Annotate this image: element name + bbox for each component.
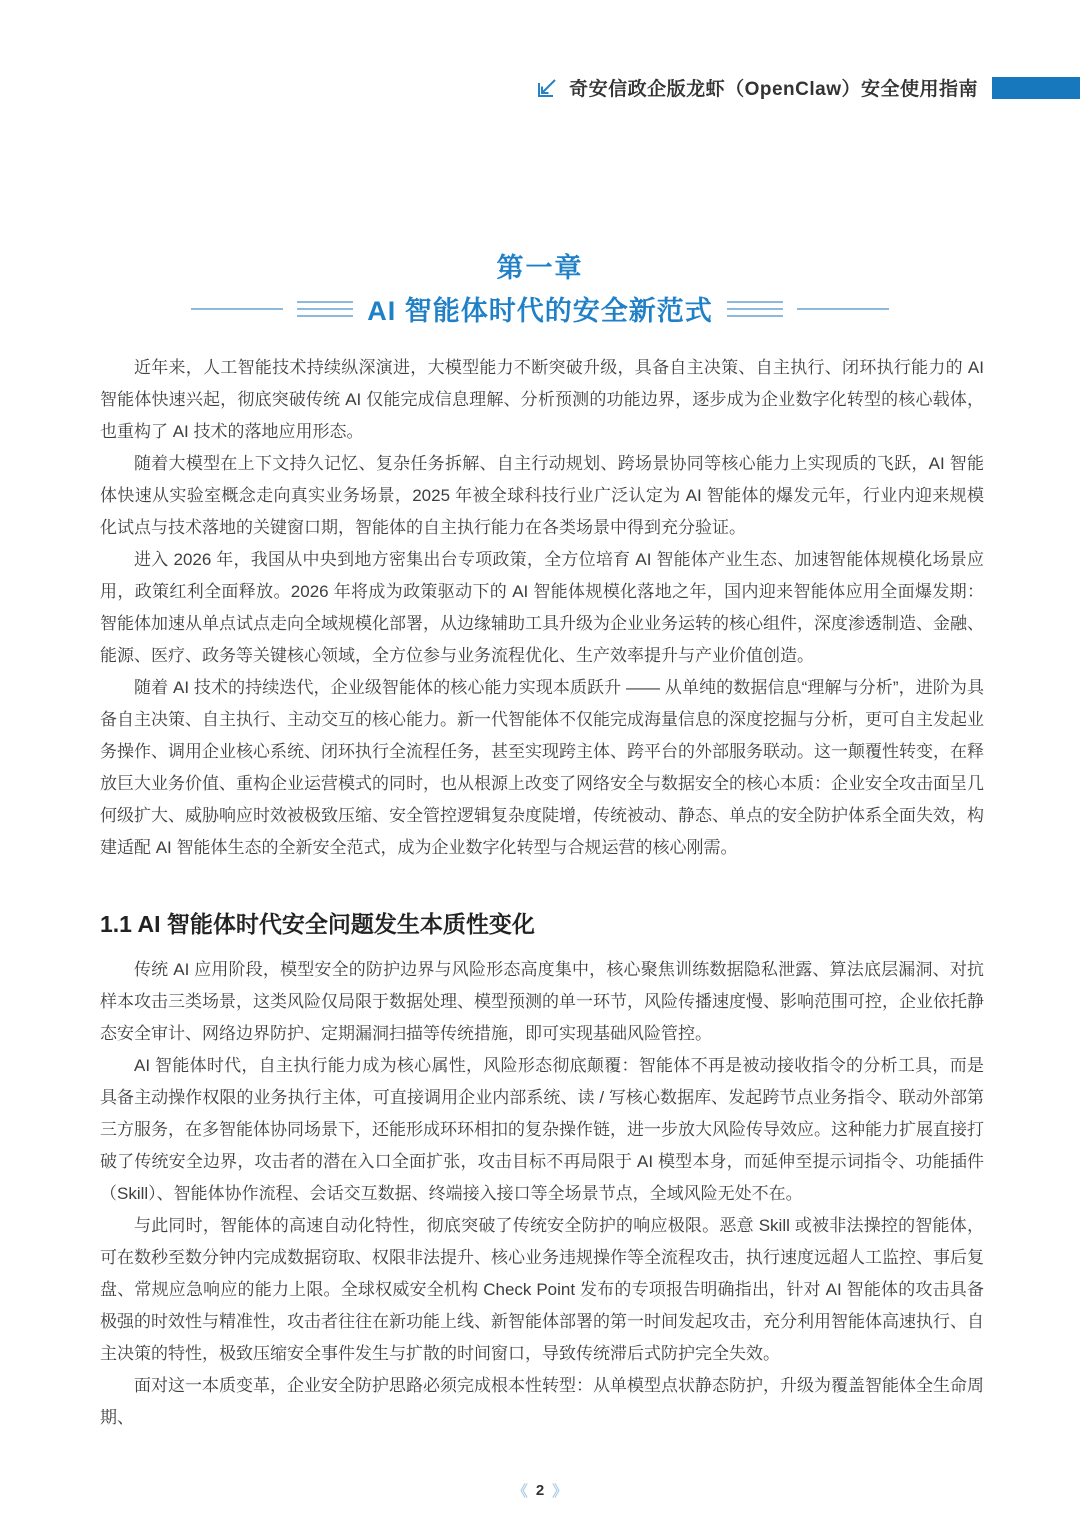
- decorative-rule-right-long: [797, 308, 889, 310]
- body-paragraph: AI 智能体时代，自主执行能力成为核心属性，风险形态彻底颠覆：智能体不再是被动接收指令的分析工具，而是具备主动操作权限的业务执行主体，可直接调用企业内部系统、读 / 写核心数据库、发起跨节点业务指令、联动外部第三方服务，在多智能体协同场景下，还能形成环环相扣的复杂操作链，进一步放大风险传导效应。这种能力扩展直接打破了传统安全边界，攻击者的潜在入口全面扩张，攻击目标不再局限于 AI 模型本身，而延伸至提示词指令、功能插件（Skill）、智能体协作流程、会话交互数据、终端接入接口等全场景节点，全域风险无处不在。: [100, 1056, 984, 1203]
- chapter-title: AI 智能体时代的安全新范式: [367, 296, 713, 326]
- section-heading: 1.1 AI 智能体时代安全问题发生本质性变化: [100, 911, 535, 937]
- body-paragraph: 传统 AI 应用阶段，模型安全的防护边界与风险形态高度集中，核心聚焦训练数据隐私泄露、算法底层漏洞、对抗样本攻击三类场景，这类风险仅局限于数据处理、模型预测的单一环节，风险传播速度慢、影响范围可控，企业依托静态安全审计、网络边界防护、定期漏洞扫描等传统措施，即可实现基础风险管控。: [100, 960, 984, 1043]
- decorative-rule-left-long: [191, 308, 283, 310]
- decorative-rule-right-triple: [727, 301, 783, 317]
- corner-arrow-icon: [535, 76, 559, 100]
- chapter-title-row: [0, 289, 1080, 328]
- decorative-rule-left-triple: [297, 301, 353, 317]
- footer-left-mark: 《: [512, 1483, 528, 1500]
- header-accent-bar: [992, 77, 1080, 99]
- body-content: [100, 352, 984, 1434]
- page-number: 2: [535, 1482, 545, 1499]
- header-title: 奇安信政企版龙虾（OpenClaw）安全使用指南: [569, 79, 978, 100]
- chapter-number: 第一章: [496, 253, 584, 283]
- chapter-heading-block: [0, 246, 1080, 328]
- footer-right-mark: 》: [552, 1483, 568, 1500]
- body-paragraph: 面对这一本质变革，企业安全防护思路必须完成根本性转型：从单模型点状静态防护，升级为覆盖智能体全生命周期、: [100, 1376, 984, 1427]
- body-paragraph: 进入 2026 年，我国从中央到地方密集出台专项政策，全方位培育 AI 智能体产业生态、加速智能体规模化场景应用，政策红利全面释放。2026 年将成为政策驱动下的 AI 智能体规模化落地之年，国内迎来智能体应用全面爆发期：智能体加速从单点试点走向全域规模化部署，从边缘辅助工具升级为企业业务运转的核心组件，深度渗透制造、金融、能源、医疗、政务等关键核心领域，全方位参与业务流程优化、生产效率提升与产业价值创造。: [100, 550, 984, 665]
- page-footer: [0, 1480, 1080, 1501]
- page-header: [0, 74, 1080, 101]
- body-paragraph: 近年来，人工智能技术持续纵深演进，大模型能力不断突破升级，具备自主决策、自主执行、闭环执行能力的 AI 智能体快速兴起，彻底突破传统 AI 仅能完成信息理解、分析预测的功能边界，逐步成为企业数字化转型的核心载体，也重构了 AI 技术的落地应用形态。: [100, 358, 984, 441]
- body-paragraph: 随着大模型在上下文持久记忆、复杂任务拆解、自主行动规划、跨场景协同等核心能力上实现质的飞跃，AI 智能体快速从实验室概念走向真实业务场景，2025 年被全球科技行业广泛认定为 AI 智能体的爆发元年，行业内迎来规模化试点与技术落地的关键窗口期，智能体的自主执行能力在各类场景中得到充分验证。: [100, 454, 984, 537]
- body-paragraph: 与此同时，智能体的高速自动化特性，彻底突破了传统安全防护的响应极限。恶意 Skill 或被非法操控的智能体，可在数秒至数分钟内完成数据窃取、权限非法提升、核心业务违规操作等全流程攻击，执行速度远超人工监控、事后复盘、常规应急响应的能力上限。全球权威安全机构 Check Point 发布的专项报告明确指出，针对 AI 智能体的攻击具备极强的时效性与精准性，攻击者往往在新功能上线、新智能体部署的第一时间发起攻击，充分利用智能体高速执行、自主决策的特性，极致压缩安全事件发生与扩散的时间窗口，导致传统滞后式防护完全失效。: [100, 1216, 984, 1363]
- body-paragraph: 随着 AI 技术的持续迭代，企业级智能体的核心能力实现本质跃升 —— 从单纯的数据信息“理解与分析”，进阶为具备自主决策、自主执行、主动交互的核心能力。新一代智能体不仅能完成海量信息的深度挖掘与分析，更可自主发起业务操作、调用企业核心系统、闭环执行全流程任务，甚至实现跨主体、跨平台的外部服务联动。这一颠覆性转变，在释放巨大业务价值、重构企业运营模式的同时，也从根源上改变了网络安全与数据安全的核心本质：企业安全攻击面呈几何级扩大、威胁响应时效被极致压缩、安全管控逻辑复杂度陡增，传统被动、静态、单点的安全防护体系全面失效，构建适配 AI 智能体生态的全新安全范式，成为企业数字化转型与合规运营的核心刚需。: [100, 678, 984, 857]
